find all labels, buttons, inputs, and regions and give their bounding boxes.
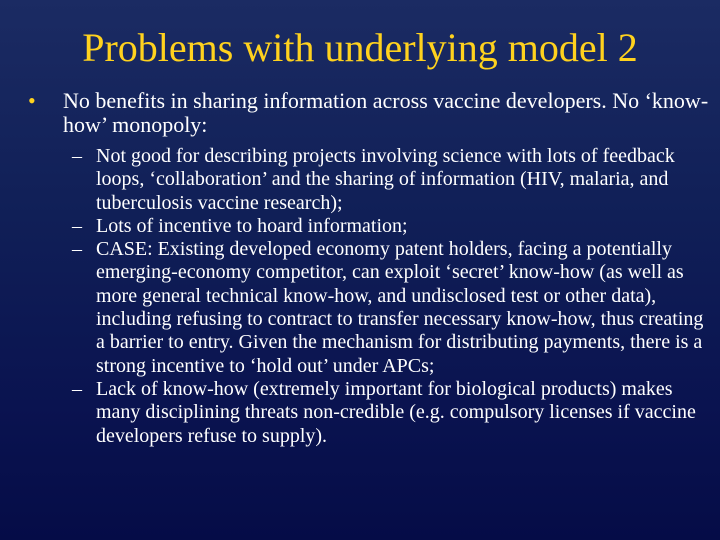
sub-bullet-text: CASE: Existing developed economy patent holders, facing a potentially emerging-economy competitor, can exploit ‘secret’ know-how (as well as more general technical know-how, and undisclosed test or other data), including refusing to contract to transfer necessary know-how, thus creating a barrier to entry. Given the mechanism for distributing payments, there is a strong incentive to ‘hold out’ under APCs; — [96, 238, 704, 377]
sub-bullet-list — [72, 145, 712, 448]
sub-bullet-text: Lots of incentive to hoard information; — [96, 214, 408, 237]
main-bullet-text: No benefits in sharing information across vaccine developers. No ‘know-how’ monopoly: — [63, 88, 709, 137]
bullet-marker: • — [28, 88, 36, 113]
dash-marker: – — [72, 145, 82, 167]
main-bullet — [28, 89, 718, 137]
sub-bullet-item — [72, 215, 712, 238]
sub-bullet-text: Lack of know-how (extremely important for biological products) makes many disciplining threats non-credible (e.g. compulsory licenses if vaccine developers refuse to supply). — [96, 377, 696, 447]
dash-marker: – — [72, 377, 82, 400]
sub-bullet-item — [72, 238, 712, 378]
sub-bullet-item — [72, 378, 712, 448]
sub-bullet-item — [72, 145, 712, 215]
slide-title: Problems with underlying model 2 — [82, 25, 638, 70]
sub-bullet-text: Not good for describing projects involving science with lots of feedback loops, ‘collaboration’ and the sharing of information (HIV, malaria, and tuberculosis vaccine research); — [96, 145, 675, 214]
dash-marker: – — [72, 214, 82, 237]
dash-marker: – — [72, 238, 82, 261]
